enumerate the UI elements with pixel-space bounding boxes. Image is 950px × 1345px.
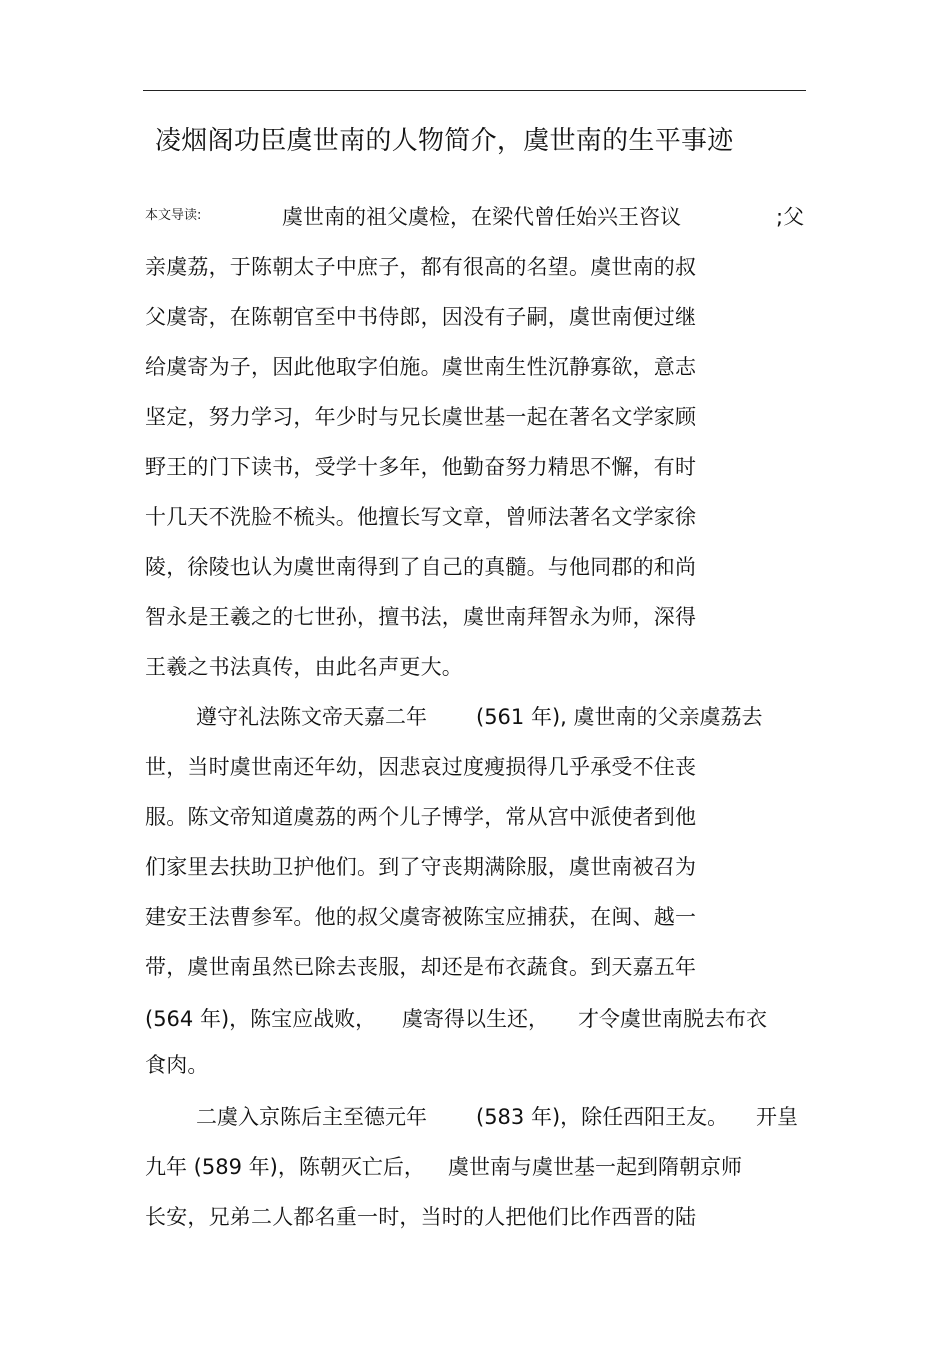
para3-first-a: 二虞入京陈后主至德元年 bbox=[196, 1105, 427, 1129]
body-line: 坚定，努力学习，年少时与兄长虞世基一起在著名文学家顾 bbox=[145, 405, 697, 429]
body-line: 服。陈文帝知道虞荔的两个儿子博学，常从宫中派使者到他 bbox=[145, 805, 697, 829]
body-line: 世，当时虞世南还年幼，因悲哀过度瘦损得几乎承受不住丧 bbox=[145, 755, 697, 779]
para2-first-b: (561 年), 虞世南的父亲虞荔去 bbox=[476, 705, 763, 729]
header-rule bbox=[143, 90, 806, 91]
body-line: 野王的门下读书，受学十多年，他勤奋努力精思不懈，有时 bbox=[145, 455, 697, 479]
para2-line7-c: 才令虞世南脱去布衣 bbox=[578, 1007, 767, 1031]
page-title: 凌烟阁功臣虞世南的人物简介，虞世南的生平事迹 bbox=[155, 126, 734, 156]
para2-line7-b: 虞寄得以生还， bbox=[402, 1007, 549, 1031]
para3-line2-a: 九年 (589 年)，陈朝灭亡后， bbox=[145, 1155, 425, 1179]
para2-line7-a: (564 年)，陈宝应战败， bbox=[145, 1007, 377, 1031]
lead-label: 本文导读: bbox=[145, 208, 202, 223]
body-line: 带，虞世南虽然已除去丧服，却还是布衣蔬食。到天嘉五年 bbox=[145, 955, 697, 979]
body-line: 十几天不洗脸不梳头。他擅长写文章，曾师法著名文学家徐 bbox=[145, 505, 697, 529]
body-line: 长安，兄弟二人都名重一时，当时的人把他们比作西晋的陆 bbox=[145, 1205, 697, 1229]
body-line: 王羲之书法真传，由此名声更大。 bbox=[145, 655, 463, 679]
body-line: 建安王法曹参军。他的叔父虞寄被陈宝应捕获，在闽、越一 bbox=[145, 905, 697, 929]
body-line: 们家里去扶助卫护他们。到了守丧期满除服，虞世南被召为 bbox=[145, 855, 697, 879]
para3-first-b: (583 年)，除任西阳王友。 bbox=[476, 1105, 729, 1129]
body-line: 陵，徐陵也认为虞世南得到了自己的真髓。与他同郡的和尚 bbox=[145, 555, 697, 579]
para3-line2-b: 虞世南与虞世基一起到隋朝京师 bbox=[448, 1155, 742, 1179]
para2-first-a: 遵守礼法陈文帝天嘉二年 bbox=[196, 705, 427, 729]
body-line: 食肉。 bbox=[145, 1053, 209, 1077]
lead-line-a: 虞世南的祖父虞检，在梁代曾任始兴王咨议 bbox=[282, 205, 681, 229]
body-line: 亲虞荔，于陈朝太子中庶子，都有很高的名望。虞世南的叔 bbox=[145, 255, 697, 279]
body-line: 父虞寄，在陈朝官至中书侍郎，因没有子嗣，虞世南便过继 bbox=[145, 305, 697, 329]
lead-line-b: ;父 bbox=[776, 205, 805, 229]
body-line: 给虞寄为子，因此他取字伯施。虞世南生性沉静寡欲，意志 bbox=[145, 355, 697, 379]
para3-first-c: 开皇 bbox=[756, 1105, 798, 1129]
body-line: 智永是王羲之的七世孙，擅书法，虞世南拜智永为师，深得 bbox=[145, 605, 697, 629]
